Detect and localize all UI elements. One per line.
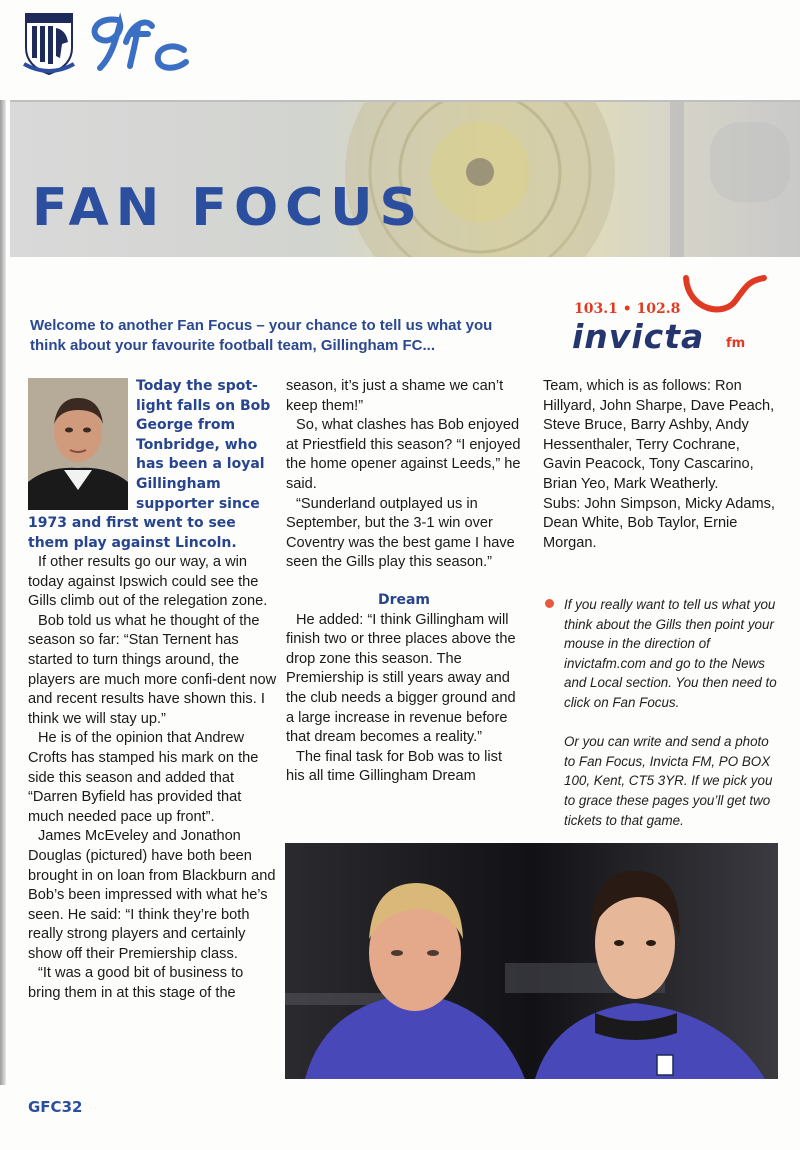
- fan-focus-banner: [10, 100, 800, 257]
- paragraph: He is of the opinion that Andrew Crofts has stamped his mark on the side this season and added that “Darren Byfield has provided that much needed pace up front”.: [28, 730, 259, 825]
- paragraph: He added: “I think Gillingham will finish two or three places above the drop zone this season. The Premiership is still years away and the club needs a bigger ground and a large increase in revenue before that dream becomes a reality.”: [286, 611, 516, 746]
- subheading-dream: Dream: [377, 591, 431, 608]
- article-column-1: [28, 553, 278, 1004]
- paragraph: James McEveley and Jonathon Douglas (pictured) have both been brought in on loan from Blackburn and Bob’s been impressed with what he’s seen. He said: “I think they’re both really strong players and certainly show off their Premiership class.: [28, 828, 276, 962]
- invicta-wordmark: invicta: [572, 317, 705, 356]
- page-edge-shadow: [0, 100, 6, 1085]
- players-photo: [285, 843, 778, 1079]
- note-paragraph: Or you can write and send a photo to Fan Focus, Invicta FM, PO BOX 100, Kent, CT5 3YR. If we pick you to grace these pages you’ll get two tickets to that game.: [564, 734, 773, 828]
- bob-george-portrait: [28, 378, 128, 510]
- paragraph: Bob told us what he thought of the season so far: “Stan Ternent has started to turn things around, the players are much more confi-dent now and recent results have shown this. I think we will stay up.”: [28, 612, 277, 727]
- contact-note: [564, 595, 782, 830]
- paragraph: The final task for Bob was to list his all time Gillingham Dream: [286, 748, 503, 785]
- dream-team-list: Team, which is as follows: Ron Hillyard, John Sharpe, Dave Peach, Steve Bruce, Barry Ashby, Andy Hessenthaler, Terry Cochrane, Gavin Peacock, Tony Cascarino, Brian Yeo, Mark Weatherly.: [543, 378, 775, 492]
- dream-team-subs: Subs: John Simpson, Micky Adams, Dean White, Bob Taylor, Ernie Morgan.: [543, 495, 775, 551]
- paragraph: “Sunderland outplayed us in September, but the 3-1 win over Coventry was the best game I have seen the Gills play this season.”: [286, 495, 515, 571]
- page-number: GFC32: [28, 1098, 83, 1116]
- article-lead: Today the spot- light falls on Bob George from Tonbridge, who has been a loyal Gillingham supporter since: [136, 378, 271, 512]
- invicta-fm-logo: [572, 270, 772, 360]
- intro-text: Welcome to another Fan Focus – your chance to tell us what you think about your favourite football team, Gillingham FC...: [30, 317, 493, 354]
- gfc-script-logo: [86, 12, 192, 74]
- article-lead-tail: 1973 and first went to see them play against Lincoln.: [28, 515, 237, 551]
- note-paragraph: If you really want to tell us what you think about the Gills then point your mouse in the direction of invictafm.com and go to the News and Local section. You then need to click on Fan Focus.: [564, 597, 777, 710]
- paragraph: So, what clashes has Bob enjoyed at Priestfield this season? “I enjoyed the home opener against Leeds,” he said.: [286, 417, 521, 492]
- bullet-icon: [545, 599, 554, 608]
- paragraph: season, it’s just a shame we can’t keep them!”: [286, 378, 504, 414]
- invicta-frequencies: 103.1 • 102.8: [574, 301, 681, 317]
- article-column-3: [543, 377, 779, 553]
- paragraph: “It was a good bit of business to bring them in at this stage of the: [28, 965, 244, 1002]
- article-column-2: [286, 377, 522, 787]
- club-crest-logo: [22, 8, 76, 76]
- invicta-fm-suffix: fm: [726, 336, 746, 351]
- page-title: FAN FOCUS: [32, 178, 424, 238]
- paragraph: If other results go our way, a win today against Ipswich could see the Gills climb out of the relegation zone.: [28, 554, 268, 610]
